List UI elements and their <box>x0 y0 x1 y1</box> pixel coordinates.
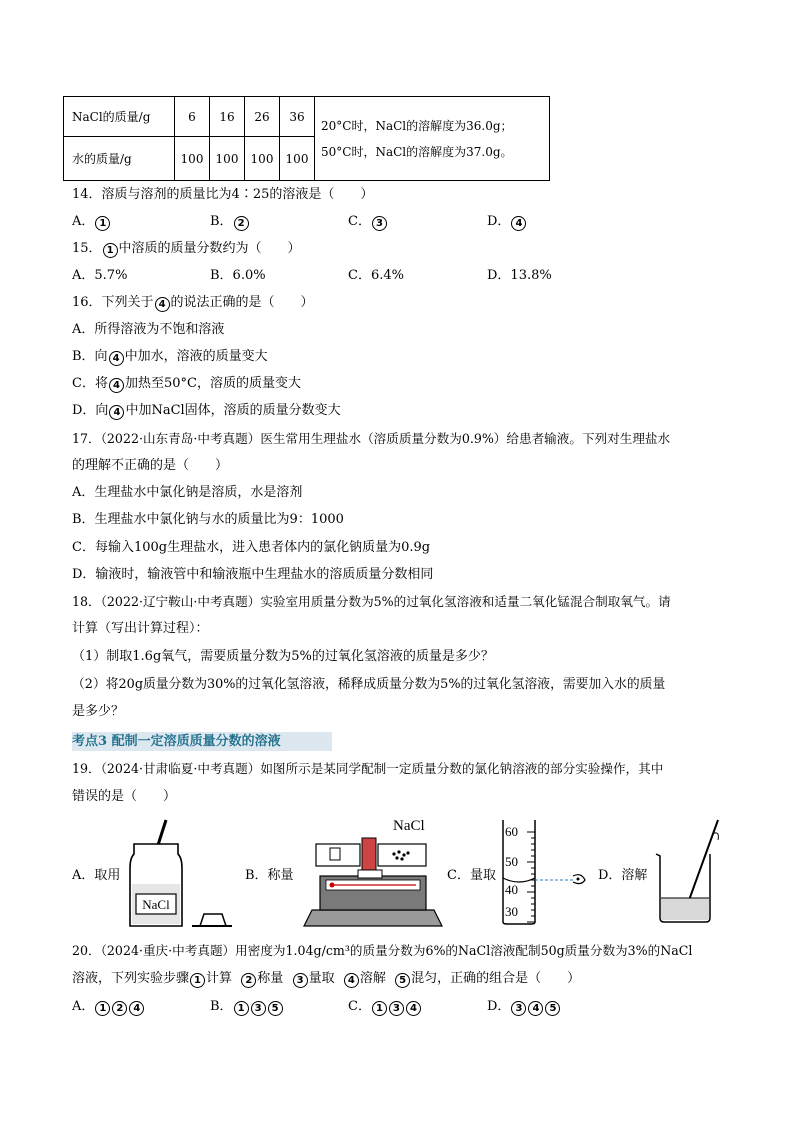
balance-nacl-label: NaCl <box>393 818 425 834</box>
circled-number: 5 <box>268 1001 283 1016</box>
note-line: 50°C时，NaCl的溶解度为37.0g。 <box>321 144 513 159</box>
circled-number: 3 <box>293 973 308 988</box>
q14-option-b <box>210 213 250 231</box>
q19-option-a-label: A．取用 <box>72 868 121 883</box>
q19-stem-line1: 19．（2024·甘肃临夏·中考真题）如图所示是某同学配制一定质量分数的氯化钠溶液的部分实验操作，其中 <box>72 761 664 776</box>
option-text: D．向 <box>72 403 109 418</box>
step-text: 混匀 <box>411 971 438 986</box>
eye-pupil <box>577 878 580 881</box>
circled-number: 3 <box>372 216 387 231</box>
q14-option-a <box>72 213 111 231</box>
right-pan-paper <box>378 844 426 866</box>
circled-number: 4 <box>511 216 526 231</box>
table-cell: 100 <box>280 137 315 181</box>
circled-number: 4 <box>129 1001 144 1016</box>
stopper <box>200 914 226 926</box>
option-text: 中加水，溶液的质量变大 <box>124 349 268 364</box>
circled-number: 1 <box>103 243 118 258</box>
q20-option-c <box>348 998 422 1016</box>
circled-number: 3 <box>251 1001 266 1016</box>
q14-stem: 14．溶质与溶剂的质量比为4∶25的溶液是（ ） <box>72 187 374 202</box>
q18-stem-line2: 计算（写出计算过程）： <box>72 621 209 636</box>
stem-text: ，正确的组合是（ ） <box>437 971 581 986</box>
q15-option-b: B．6.0% <box>210 268 266 283</box>
q20-option-a <box>72 998 145 1016</box>
circled-number: 2 <box>112 1001 127 1016</box>
table-cell: 16 <box>210 97 245 137</box>
q17-option-d: D．输液时，输液管中和输液瓶中生理盐水的溶质质量分数相同 <box>72 567 434 582</box>
q15-stem <box>72 240 301 258</box>
beaker-liquid <box>661 898 709 920</box>
table-row-label: NaCl的质量/g <box>64 97 175 137</box>
stem-text: 16．下列关于 <box>72 295 154 310</box>
option-letter: A． <box>72 999 95 1014</box>
q18-sub2-line1: （2）将20g质量分数为30%的过氧化氢溶液，稀释成质量分数为5%的过氧化氢溶液，需要加入水的质量 <box>72 677 666 692</box>
circled-number: 1 <box>234 1001 249 1016</box>
section-header: 考点3 配制一定溶质质量分数的溶液 <box>72 732 332 751</box>
note-line: 20°C时，NaCl的溶解度为36.0g； <box>321 118 513 133</box>
q17-option-c: C．每输入100g生理盐水，进入患者体内的氯化钠质量为0.9g <box>72 540 431 555</box>
circled-number: 4 <box>344 973 359 988</box>
balance-rider <box>330 883 335 888</box>
graduated-cylinder-figure <box>497 816 592 926</box>
stem-text: 溶液，下列实验步骤 <box>72 971 190 986</box>
q14-option-d <box>487 213 527 231</box>
step-text: 量取 <box>308 971 335 986</box>
circled-number: 1 <box>190 973 205 988</box>
solubility-note <box>315 97 550 181</box>
option-text: 中加NaCl固体，溶质的质量分数变大 <box>125 403 341 418</box>
circled-number: 1 <box>95 216 110 231</box>
q16-option-c <box>72 375 301 393</box>
balance-base <box>304 910 442 926</box>
q14-option-c <box>348 213 388 231</box>
circled-number: 4 <box>109 378 124 393</box>
q16-option-a: A．所得溶液为不饱和溶液 <box>72 322 225 337</box>
q15-option-a: A．5.7% <box>72 268 128 283</box>
circled-number: 4 <box>155 297 170 312</box>
stem-text: 15． <box>72 241 102 256</box>
balance-pointer-box <box>358 870 382 878</box>
option-letter: C． <box>348 214 371 229</box>
table-cell: 26 <box>245 97 280 137</box>
option-letter: A． <box>72 214 95 229</box>
circled-number: 5 <box>545 1001 560 1016</box>
step-text: 计算 <box>206 971 233 986</box>
option-letter: B． <box>210 999 233 1014</box>
circled-number: 4 <box>109 351 124 366</box>
q20-option-b <box>210 998 284 1016</box>
cylinder-tick-label: 60 <box>505 824 518 839</box>
table-cell: 100 <box>175 137 210 181</box>
q18-stem-line1: 18．（2022·辽宁鞍山·中考真题）实验室用质量分数为5%的过氧化氢溶液和适量二氧化锰混合制取氧气。请 <box>72 594 671 609</box>
q19-option-c-label: C．量取 <box>447 868 496 883</box>
q17-option-b: B．生理盐水中氯化钠与水的质量比为9：1000 <box>72 512 344 527</box>
bottle-label-text: NaCl <box>142 897 170 912</box>
table-cell: 100 <box>210 137 245 181</box>
circled-number: 1 <box>372 1001 387 1016</box>
q17-option-a: A．生理盐水中氯化钠是溶质，水是溶剂 <box>72 485 303 500</box>
q16-stem <box>72 294 314 312</box>
q16-option-b <box>72 348 268 366</box>
circled-number: 4 <box>109 405 124 420</box>
q18-sub1: （1）制取1.6g氧气，需要质量分数为5%的过氧化氢溶液的质量是多少？ <box>72 649 494 664</box>
circled-number: 3 <box>389 1001 404 1016</box>
q19-option-b-label: B．称量 <box>245 868 294 883</box>
q17-stem-line2: 的理解不正确的是（ ） <box>72 458 229 473</box>
q17-stem-line1: 17．（2022·山东青岛·中考真题）医生常用生理盐水（溶质质量分数为0.9%）给患者输液。下列对生理盐水 <box>72 431 671 446</box>
q15-option-c: C．6.4% <box>348 268 404 283</box>
q18-sub2-line2: 是多少？ <box>72 704 125 719</box>
circled-number: 3 <box>511 1001 526 1016</box>
beaker-figure <box>652 814 732 926</box>
step-text: 称量 <box>257 971 284 986</box>
stem-text: 中溶质的质量分数约为（ ） <box>118 241 301 256</box>
weight-icon <box>330 848 340 860</box>
q19-stem-line2: 错误的是（ ） <box>72 789 177 804</box>
reagent-bottle-figure <box>122 814 232 930</box>
stem-text: 的说法正确的是（ ） <box>170 295 314 310</box>
option-letter: D． <box>487 214 511 229</box>
option-text: B．向 <box>72 349 108 364</box>
option-text: 加热至50°C，溶质的质量变大 <box>124 376 301 391</box>
cylinder-tick-label: 50 <box>505 854 518 869</box>
q20-stem-line2 <box>72 970 580 988</box>
option-text: C．将 <box>72 376 108 391</box>
q20-option-d <box>487 998 561 1016</box>
table-cell: 100 <box>245 137 280 181</box>
q16-option-d <box>72 402 341 420</box>
option-letter: B． <box>210 214 233 229</box>
table-cell: 36 <box>280 97 315 137</box>
table-row <box>64 97 550 137</box>
option-letter: C． <box>348 999 371 1014</box>
circled-number: 2 <box>234 216 249 231</box>
q15-option-d: D．13.8% <box>487 268 552 283</box>
q20-stem-line1: 20．（2024·重庆·中考真题）用密度为1.04g/cm³的质量分数为6%的NaCl溶液配制50g质量分数为3%的NaCl <box>72 943 693 958</box>
circled-number: 1 <box>95 1001 110 1016</box>
balance-figure <box>298 814 448 930</box>
option-letter: D． <box>487 999 511 1014</box>
cylinder-tick-label: 40 <box>505 882 518 897</box>
step-text: 溶解 <box>359 971 386 986</box>
circled-number: 4 <box>406 1001 421 1016</box>
q19-option-d-label: D．溶解 <box>598 868 648 883</box>
table-row-label: 水的质量/g <box>64 137 175 181</box>
cylinder-tick-label: 30 <box>505 904 518 919</box>
circled-number: 2 <box>241 973 256 988</box>
circled-number: 5 <box>395 973 410 988</box>
nacl-data-table <box>63 96 550 181</box>
table-cell: 6 <box>175 97 210 137</box>
circled-number: 4 <box>528 1001 543 1016</box>
